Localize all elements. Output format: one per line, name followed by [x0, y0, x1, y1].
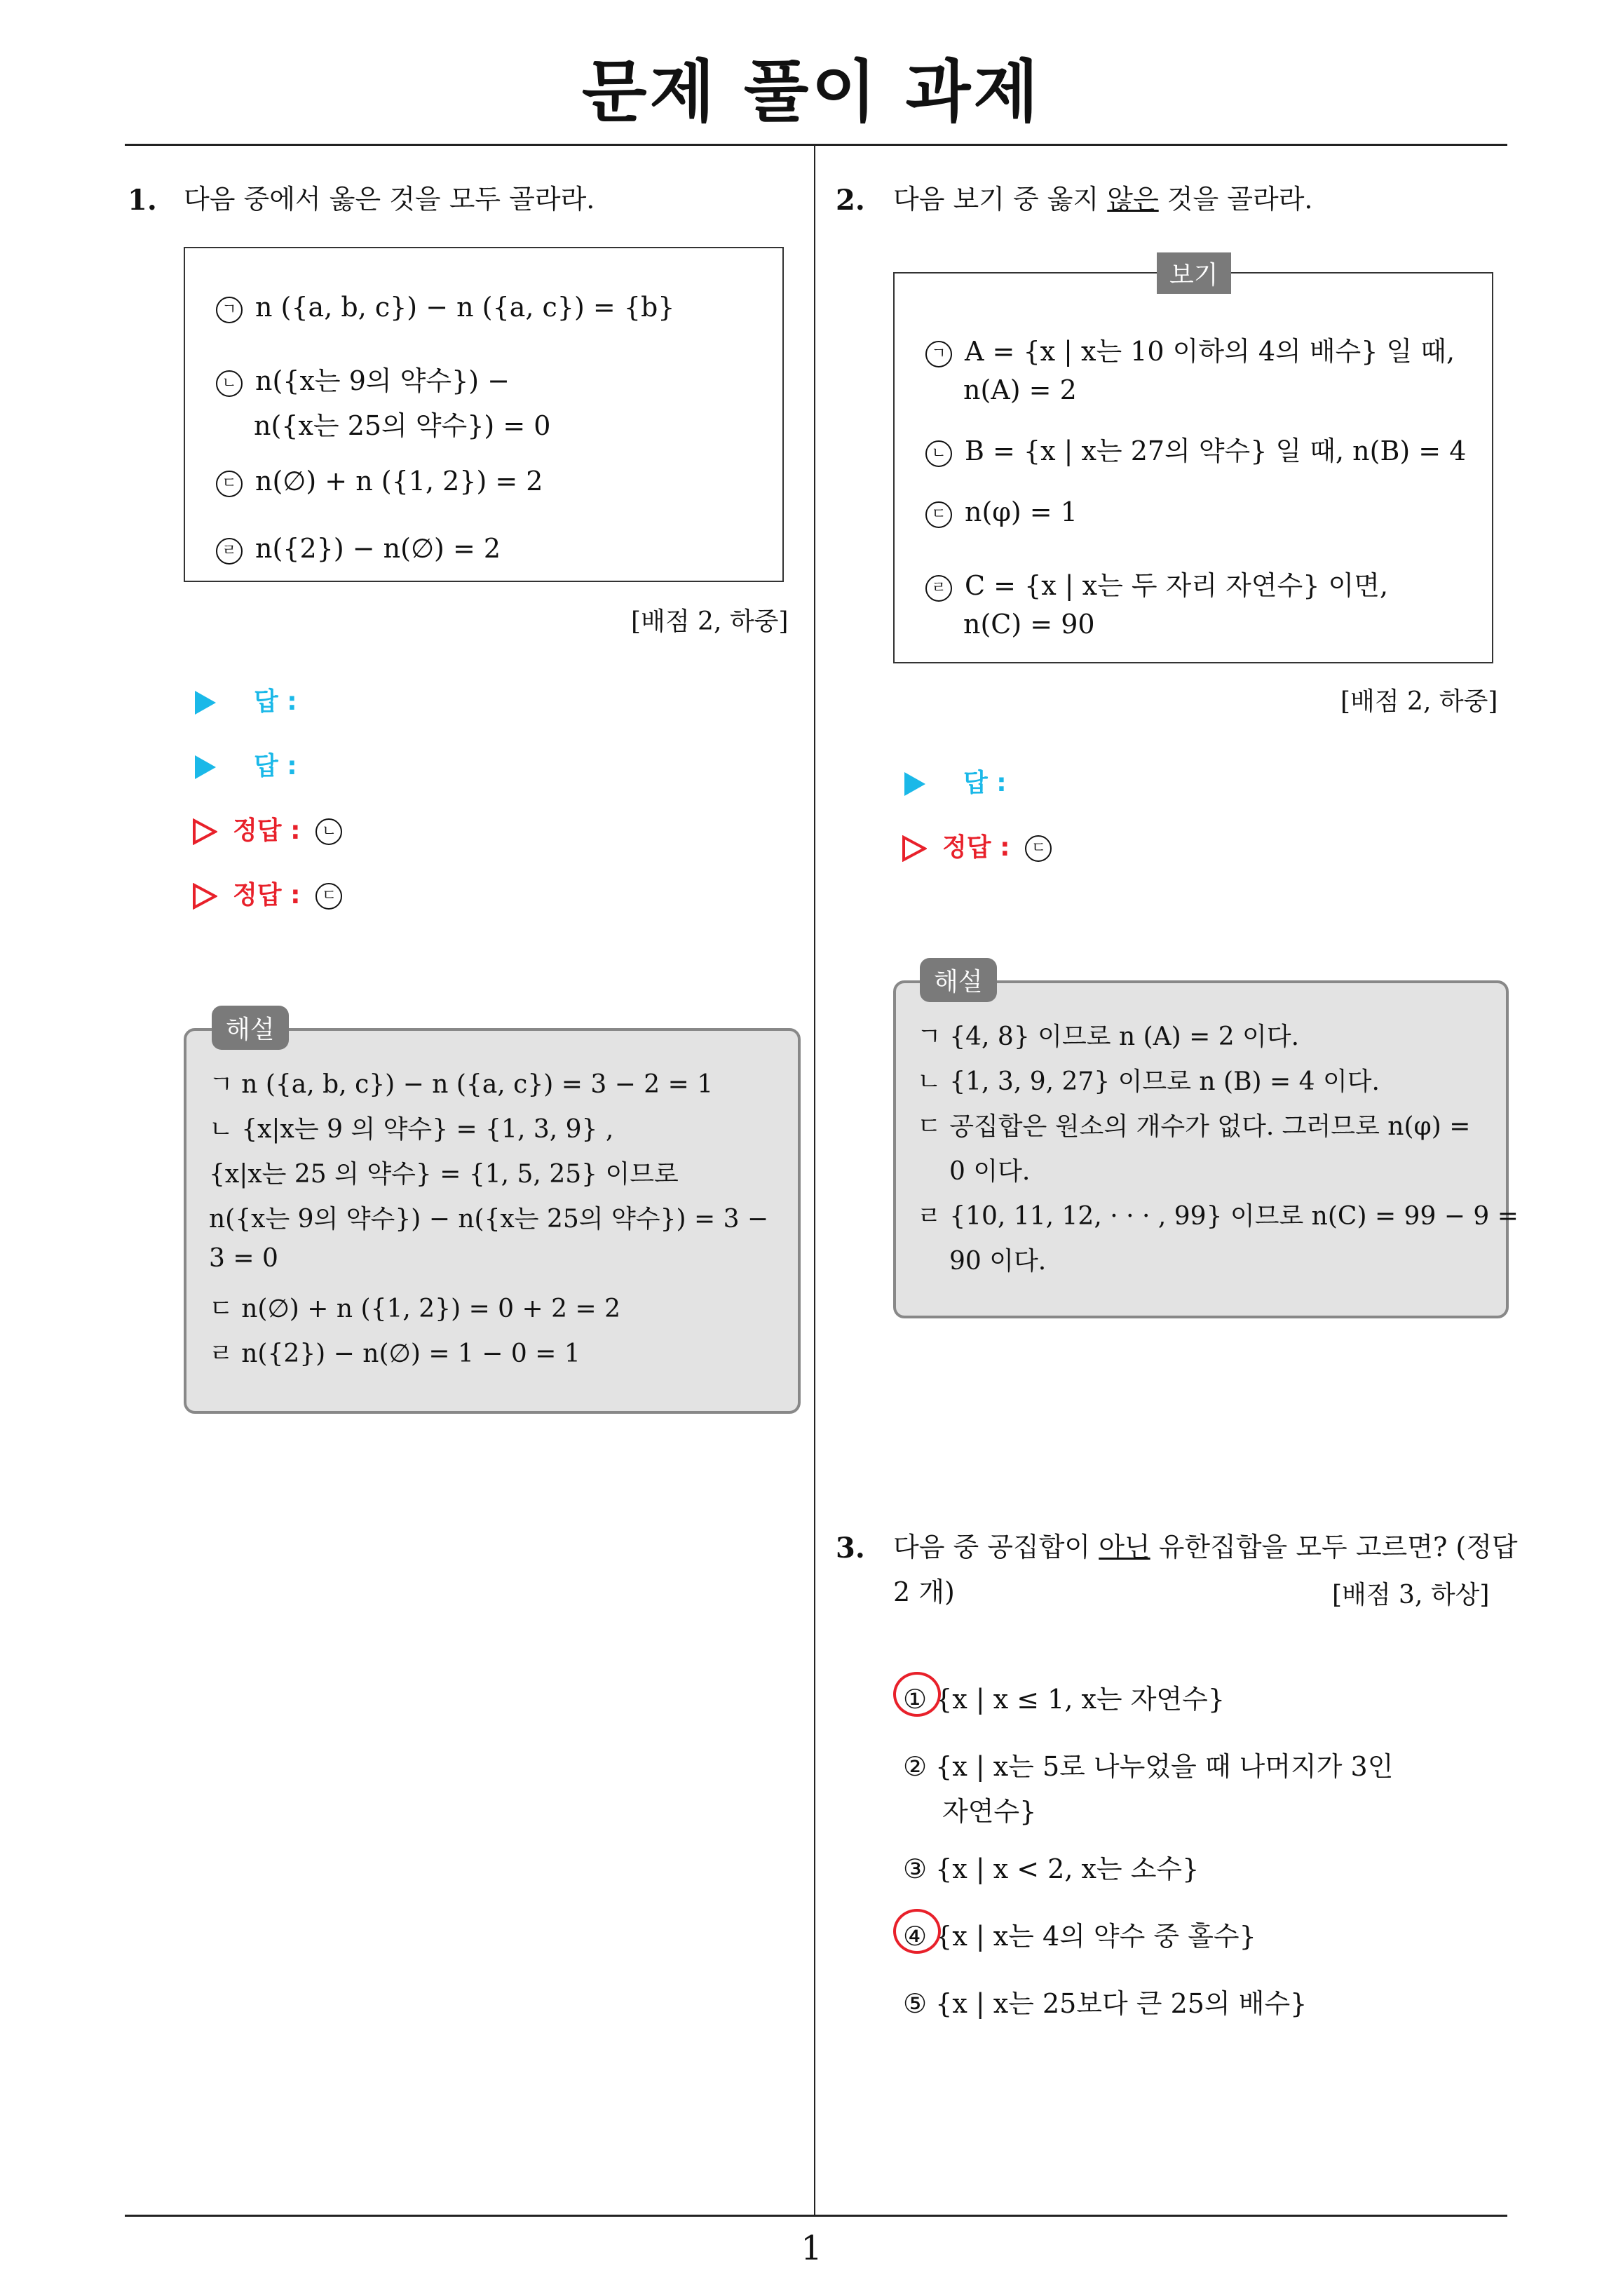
question-number: 1. [128, 184, 157, 217]
option-2-cont: 자연수} [942, 1796, 1037, 1827]
choice-mark: ㄷ [925, 501, 952, 528]
choice-mark: ㄱ [216, 297, 243, 323]
solution-box [184, 1028, 801, 1414]
bogi-item [925, 429, 1466, 468]
solution-tag: 해설 [212, 1006, 289, 1050]
choice-text-cont: n(C) = 90 [963, 609, 1095, 640]
solution-line: ㄴ {x|x는 9 의 약수} = {1, 3, 9} , [209, 1115, 614, 1144]
choice-item [216, 533, 501, 565]
answer-label: 답 : [254, 752, 297, 781]
question-text: 다음 중에서 옳은 것을 모두 골라라. [184, 184, 595, 215]
filled-triangle-icon [904, 772, 925, 796]
question-text-part: 것을 골라라. [1158, 184, 1313, 215]
filled-triangle-icon [195, 755, 216, 779]
bogi-item [925, 497, 1078, 528]
answer-label: 답 : [254, 687, 297, 716]
option-text: {x | x < 2, x는 소수} [935, 1853, 1200, 1884]
option-mark: ② [903, 1751, 928, 1782]
choice-mark: ㄷ [216, 471, 243, 497]
question-text-underlined: 아닌 [1099, 1532, 1150, 1562]
solution-line: ㄷ n(∅) + n ({1, 2}) = 0 + 2 = 2 [209, 1295, 620, 1323]
option-mark: ① [903, 1684, 928, 1715]
solution-line: ㄱ {4, 8} 이므로 n (A) = 2 이다. [917, 1022, 1300, 1051]
solution-line: 90 이다. [949, 1247, 1047, 1276]
correct-label: 정답 : [233, 881, 301, 910]
correct-value: ㄴ [315, 818, 342, 845]
outline-triangle-icon [192, 818, 217, 845]
option-mark: ③ [903, 1853, 928, 1884]
score-label: [배점 3, 하상] [1332, 1581, 1490, 1609]
question-text [893, 1525, 1518, 1569]
outline-triangle-icon [192, 883, 217, 910]
question-text-part: 다음 중 공집합이 [893, 1532, 1099, 1562]
choice-text: C = {x | x는 두 자리 자연수} 이면, [965, 570, 1389, 601]
correct-value: ㄷ [1025, 835, 1052, 862]
question-text-part: 유한집합을 모두 고르면? (정답 [1150, 1532, 1518, 1562]
option-text: {x | x ≤ 1, x는 자연수} [935, 1684, 1225, 1715]
outline-triangle-icon [902, 835, 927, 862]
correct-answer-row [192, 811, 355, 846]
solution-line: 0 이다. [949, 1157, 1031, 1186]
red-circle-mark [893, 1909, 941, 1954]
question-text-line2: 2 개) [893, 1576, 955, 1607]
solution-line: ㄴ {1, 3, 9, 27} 이므로 n (B) = 4 이다. [917, 1067, 1380, 1096]
bogi-box [893, 272, 1493, 663]
solution-line: 3 = 0 [209, 1244, 278, 1273]
choice-text: A = {x | x는 10 이하의 4의 배수} 일 때, [965, 336, 1455, 367]
option-5 [903, 1982, 1307, 2020]
bogi-tag: 보기 [1157, 252, 1231, 294]
solution-line: ㄹ {10, 11, 12, · · · , 99} 이므로 n(C) = 99 − 9 = [917, 1202, 1519, 1231]
choice-item [216, 292, 674, 323]
top-rule [125, 144, 1507, 146]
choice-mark: ㄹ [216, 538, 243, 565]
option-text: {x | x는 4의 약수 중 홀수} [935, 1921, 1256, 1952]
choice-mark: ㄹ [925, 575, 952, 602]
page-title: 문제 풀이 과제 [581, 53, 1042, 131]
option-4 [903, 1915, 1256, 1953]
correct-answer-row [902, 828, 1064, 863]
correct-label: 정답 : [942, 833, 1010, 862]
question-number: 3. [836, 1532, 865, 1565]
score-label: [배점 2, 하중] [1340, 687, 1498, 716]
option-3 [903, 1847, 1199, 1886]
column-divider [814, 144, 815, 2215]
choice-text: n(φ) = 1 [965, 497, 1078, 527]
solution-line: ㄹ n({2}) − n(∅) = 1 − 0 = 1 [209, 1339, 580, 1368]
question-text-underlined: 않은 [1107, 184, 1159, 215]
choice-text-cont: n(A) = 2 [963, 374, 1077, 405]
solution-tag: 해설 [920, 958, 997, 1002]
option-mark: ⑤ [903, 1988, 928, 2019]
solution-line: ㄱ n ({a, b, c}) − n ({a, c}) = 3 − 2 = 1 [209, 1070, 714, 1099]
solution-line: {x|x는 25 의 약수} = {1, 5, 25} 이므로 [209, 1160, 679, 1189]
correct-value: ㄷ [315, 883, 342, 910]
option-text: {x | x는 25보다 큰 25의 배수} [935, 1988, 1308, 2019]
choice-text-cont: n({x는 25의 약수}) = 0 [254, 410, 551, 441]
answer-label: 답 : [963, 769, 1007, 797]
question-text [893, 177, 1312, 222]
solution-line: n({x는 9의 약수}) − n({x는 25의 약수}) = 3 − [209, 1205, 769, 1234]
score-label: [배점 2, 하중] [631, 607, 789, 636]
option-mark: ④ [903, 1921, 928, 1952]
choice-mark: ㄴ [216, 370, 243, 397]
option-text: {x | x는 5로 나누었을 때 나머지가 3인 [935, 1751, 1394, 1782]
option-1 [903, 1677, 1225, 1716]
choice-item [216, 466, 543, 497]
choice-text: n({2}) − n(∅) = 2 [255, 533, 501, 564]
choices-box [184, 247, 784, 582]
bogi-item [925, 564, 1388, 602]
choice-mark: ㄴ [925, 440, 952, 467]
choice-text: n({x는 9의 약수}) − [255, 365, 510, 396]
answer-row [195, 682, 297, 717]
answer-row [904, 763, 1007, 799]
question-number: 2. [836, 184, 865, 217]
solution-box [893, 980, 1519, 1318]
red-circle-mark [893, 1672, 941, 1717]
choice-item [216, 359, 510, 398]
question-text-part: 다음 보기 중 옳지 [893, 184, 1108, 215]
page-number: 1 [801, 2229, 822, 2268]
solution-line: ㄷ 공집합은 원소의 개수가 없다. 그러므로 n(φ) = [917, 1112, 1471, 1141]
choice-text: n ({a, b, c}) − n ({a, c}) = {b} [255, 292, 675, 323]
option-2 [903, 1745, 1393, 1783]
choice-mark: ㄱ [925, 341, 952, 367]
choice-text: n(∅) + n ({1, 2}) = 2 [255, 466, 543, 497]
bottom-rule [125, 2215, 1507, 2217]
correct-answer-row [192, 875, 355, 911]
bogi-item [925, 330, 1455, 368]
answer-row [195, 746, 297, 782]
correct-label: 정답 : [233, 816, 301, 845]
choice-text: B = {x | x는 27의 약수} 일 때, n(B) = 4 [965, 435, 1467, 466]
filled-triangle-icon [195, 691, 216, 715]
